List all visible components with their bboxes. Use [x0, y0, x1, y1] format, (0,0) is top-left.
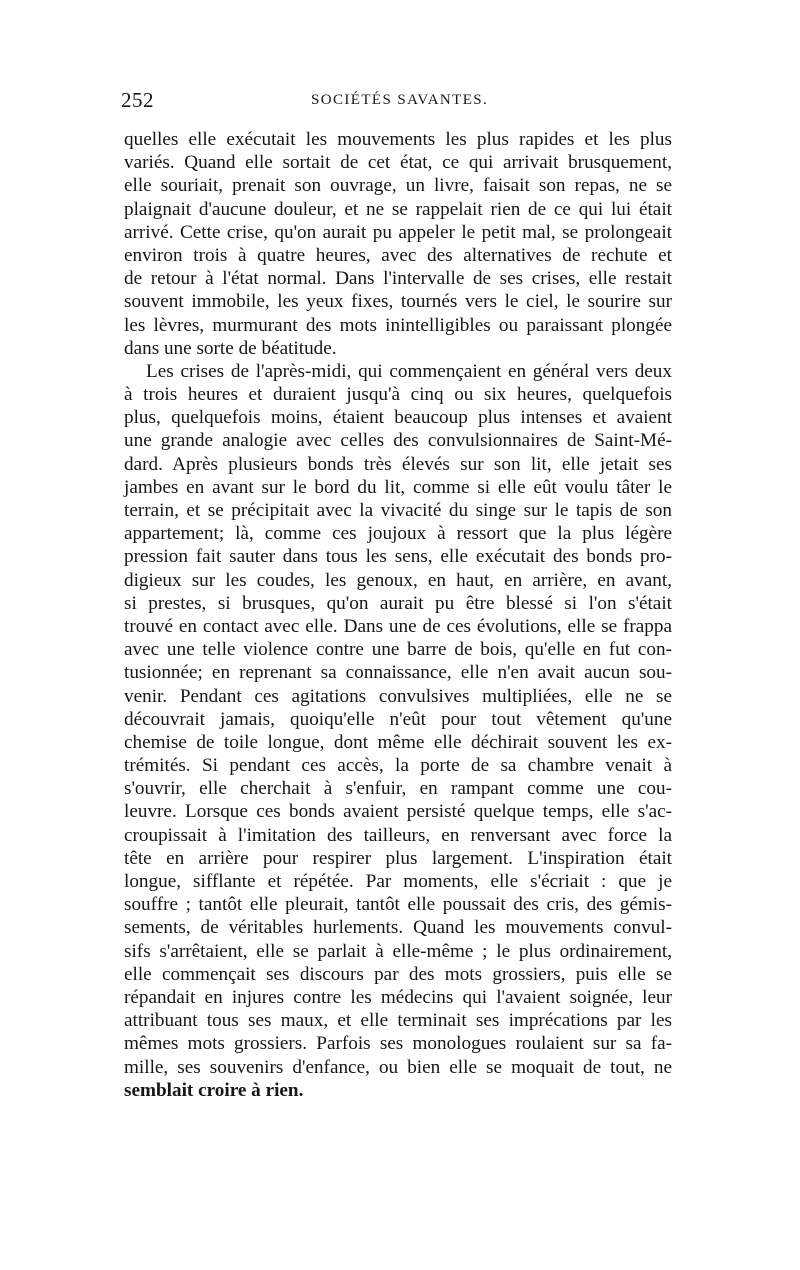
running-title: SOCIÉTÉS SAVANTES.	[311, 92, 489, 108]
text-line: digieux sur les coudes, les genoux, en haut, en arrière, en avant,	[124, 569, 672, 591]
text-line: pression fait sauter dans tous les sens, elle exécutait des bonds pro-	[124, 546, 672, 568]
text-line: plaignait d'aucune douleur, et ne se rappelait rien de ce qui lui était	[124, 198, 672, 220]
text-line: souffre ; tantôt elle pleurait, tantôt elle poussait des cris, des gémis-	[124, 894, 672, 916]
text-line: avec une telle violence contre une barre de bois, qu'elle en fut con-	[124, 639, 672, 661]
text-line: attribuant tous ses maux, et elle terminait ses imprécations par les	[124, 1010, 672, 1032]
text-line: longue, sifflante et répétée. Par moments, elle s'écriait : que je	[124, 871, 672, 892]
text-line: s'ouvrir, elle cherchait à s'enfuir, en rampant comme une cou-	[124, 778, 672, 800]
text-line: arrivé. Cette crise, qu'on aurait pu appeler le petit mal, se prolongeait	[124, 221, 672, 243]
text-line: tête en arrière pour respirer plus largement. L'inspiration était	[124, 847, 672, 869]
text-line: une grande analogie avec celles des convulsionnaires de Saint-Mé-	[124, 430, 672, 452]
text-line: mille, ses souvenirs d'enfance, ou bien elle se moquait de tout, ne	[124, 1056, 672, 1078]
text-line: leuvre. Lorsque ces bonds avaient persisté quelque temps, elle s'ac-	[124, 801, 672, 823]
text-line: variés. Quand elle sortait de cet état, ce qui arrivait brusquement,	[124, 152, 672, 174]
text-line: dard. Après plusieurs bonds très élevés sur son lit, elle jetait ses	[124, 453, 672, 475]
text-line: chemise de toile longue, dont même elle déchirait souvent les ex-	[124, 731, 672, 753]
text-line: trémités. Si pendant ces accès, la porte de sa chambre venait à	[124, 755, 672, 777]
text-line: répandait en injures contre les médecins qui l'avaient soignée, leur	[124, 986, 672, 1008]
text-line: elle souriait, prenait son ouvrage, un livre, faisait son repas, ne se	[124, 175, 672, 197]
text-line: terrain, et se précipitait avec la vivacité du singe sur le tapis de son	[124, 500, 672, 521]
text-line: de retour à l'état normal. Dans l'intervalle de ses crises, elle restait	[124, 268, 672, 290]
text-line: plus, quelquefois moins, étaient beaucoup plus intenses et avaient	[124, 407, 672, 429]
page-header	[121, 88, 673, 118]
text-line: sifs s'arrêtaient, elle se parlait à elle-même ; le plus ordinairement,	[124, 940, 672, 962]
text-line: venir. Pendant ces agitations convulsives multipliées, elle ne se	[124, 685, 672, 707]
text-line: sements, de véritables hurlements. Quand les mouvements convul-	[124, 917, 672, 939]
text-line: croupissait à l'imitation des tailleurs, en renversant avec force la	[124, 824, 672, 846]
paragraph-end-line: dans une sorte de béatitude.	[124, 337, 337, 359]
text-line: souvent immobile, les yeux fixes, tournés vers le ciel, le sourire sur	[124, 291, 672, 313]
text-line: elle commençait ses discours par des mots grossiers, puis elle se	[124, 963, 672, 985]
text-line: découvrait jamais, quoiqu'elle n'eût pour tout vêtement qu'une	[124, 708, 672, 730]
text-line: appartement; là, comme ces joujoux à ressort que la plus légère	[124, 523, 672, 545]
paragraph-start-line: Les crises de l'après-midi, qui commençaient en général vers deux	[146, 360, 672, 382]
text-line: à trois heures et duraient jusqu'à cinq ou six heures, quelquefois	[124, 384, 672, 406]
text-line: jambes en avant sur le bord du lit, comme si elle eût voulu tâter le	[124, 476, 672, 498]
text-line: les lèvres, murmurant des mots inintelligibles ou paraissant plongée	[124, 314, 672, 336]
text-line: tusionnée; en reprenant sa connaissance, elle n'en avait aucun sou-	[124, 662, 672, 684]
text-line: trouvé en contact avec elle. Dans une de ces évolutions, elle se frappa	[124, 615, 672, 637]
page-number: 252	[121, 88, 154, 112]
text-line: quelles elle exécutait les mouvements les plus rapides et les plus	[124, 129, 672, 150]
text-line: environ trois à quatre heures, avec des alternatives de rechute et	[124, 244, 672, 266]
final-text-line: semblait croire à rien.	[124, 1079, 304, 1101]
body-text	[124, 128, 672, 1102]
text-line: si prestes, si brusques, qu'on aurait pu être blessé si l'on s'était	[124, 592, 672, 614]
text-line: mêmes mots grossiers. Parfois ses monologues roulaient sur sa fa-	[124, 1033, 672, 1055]
